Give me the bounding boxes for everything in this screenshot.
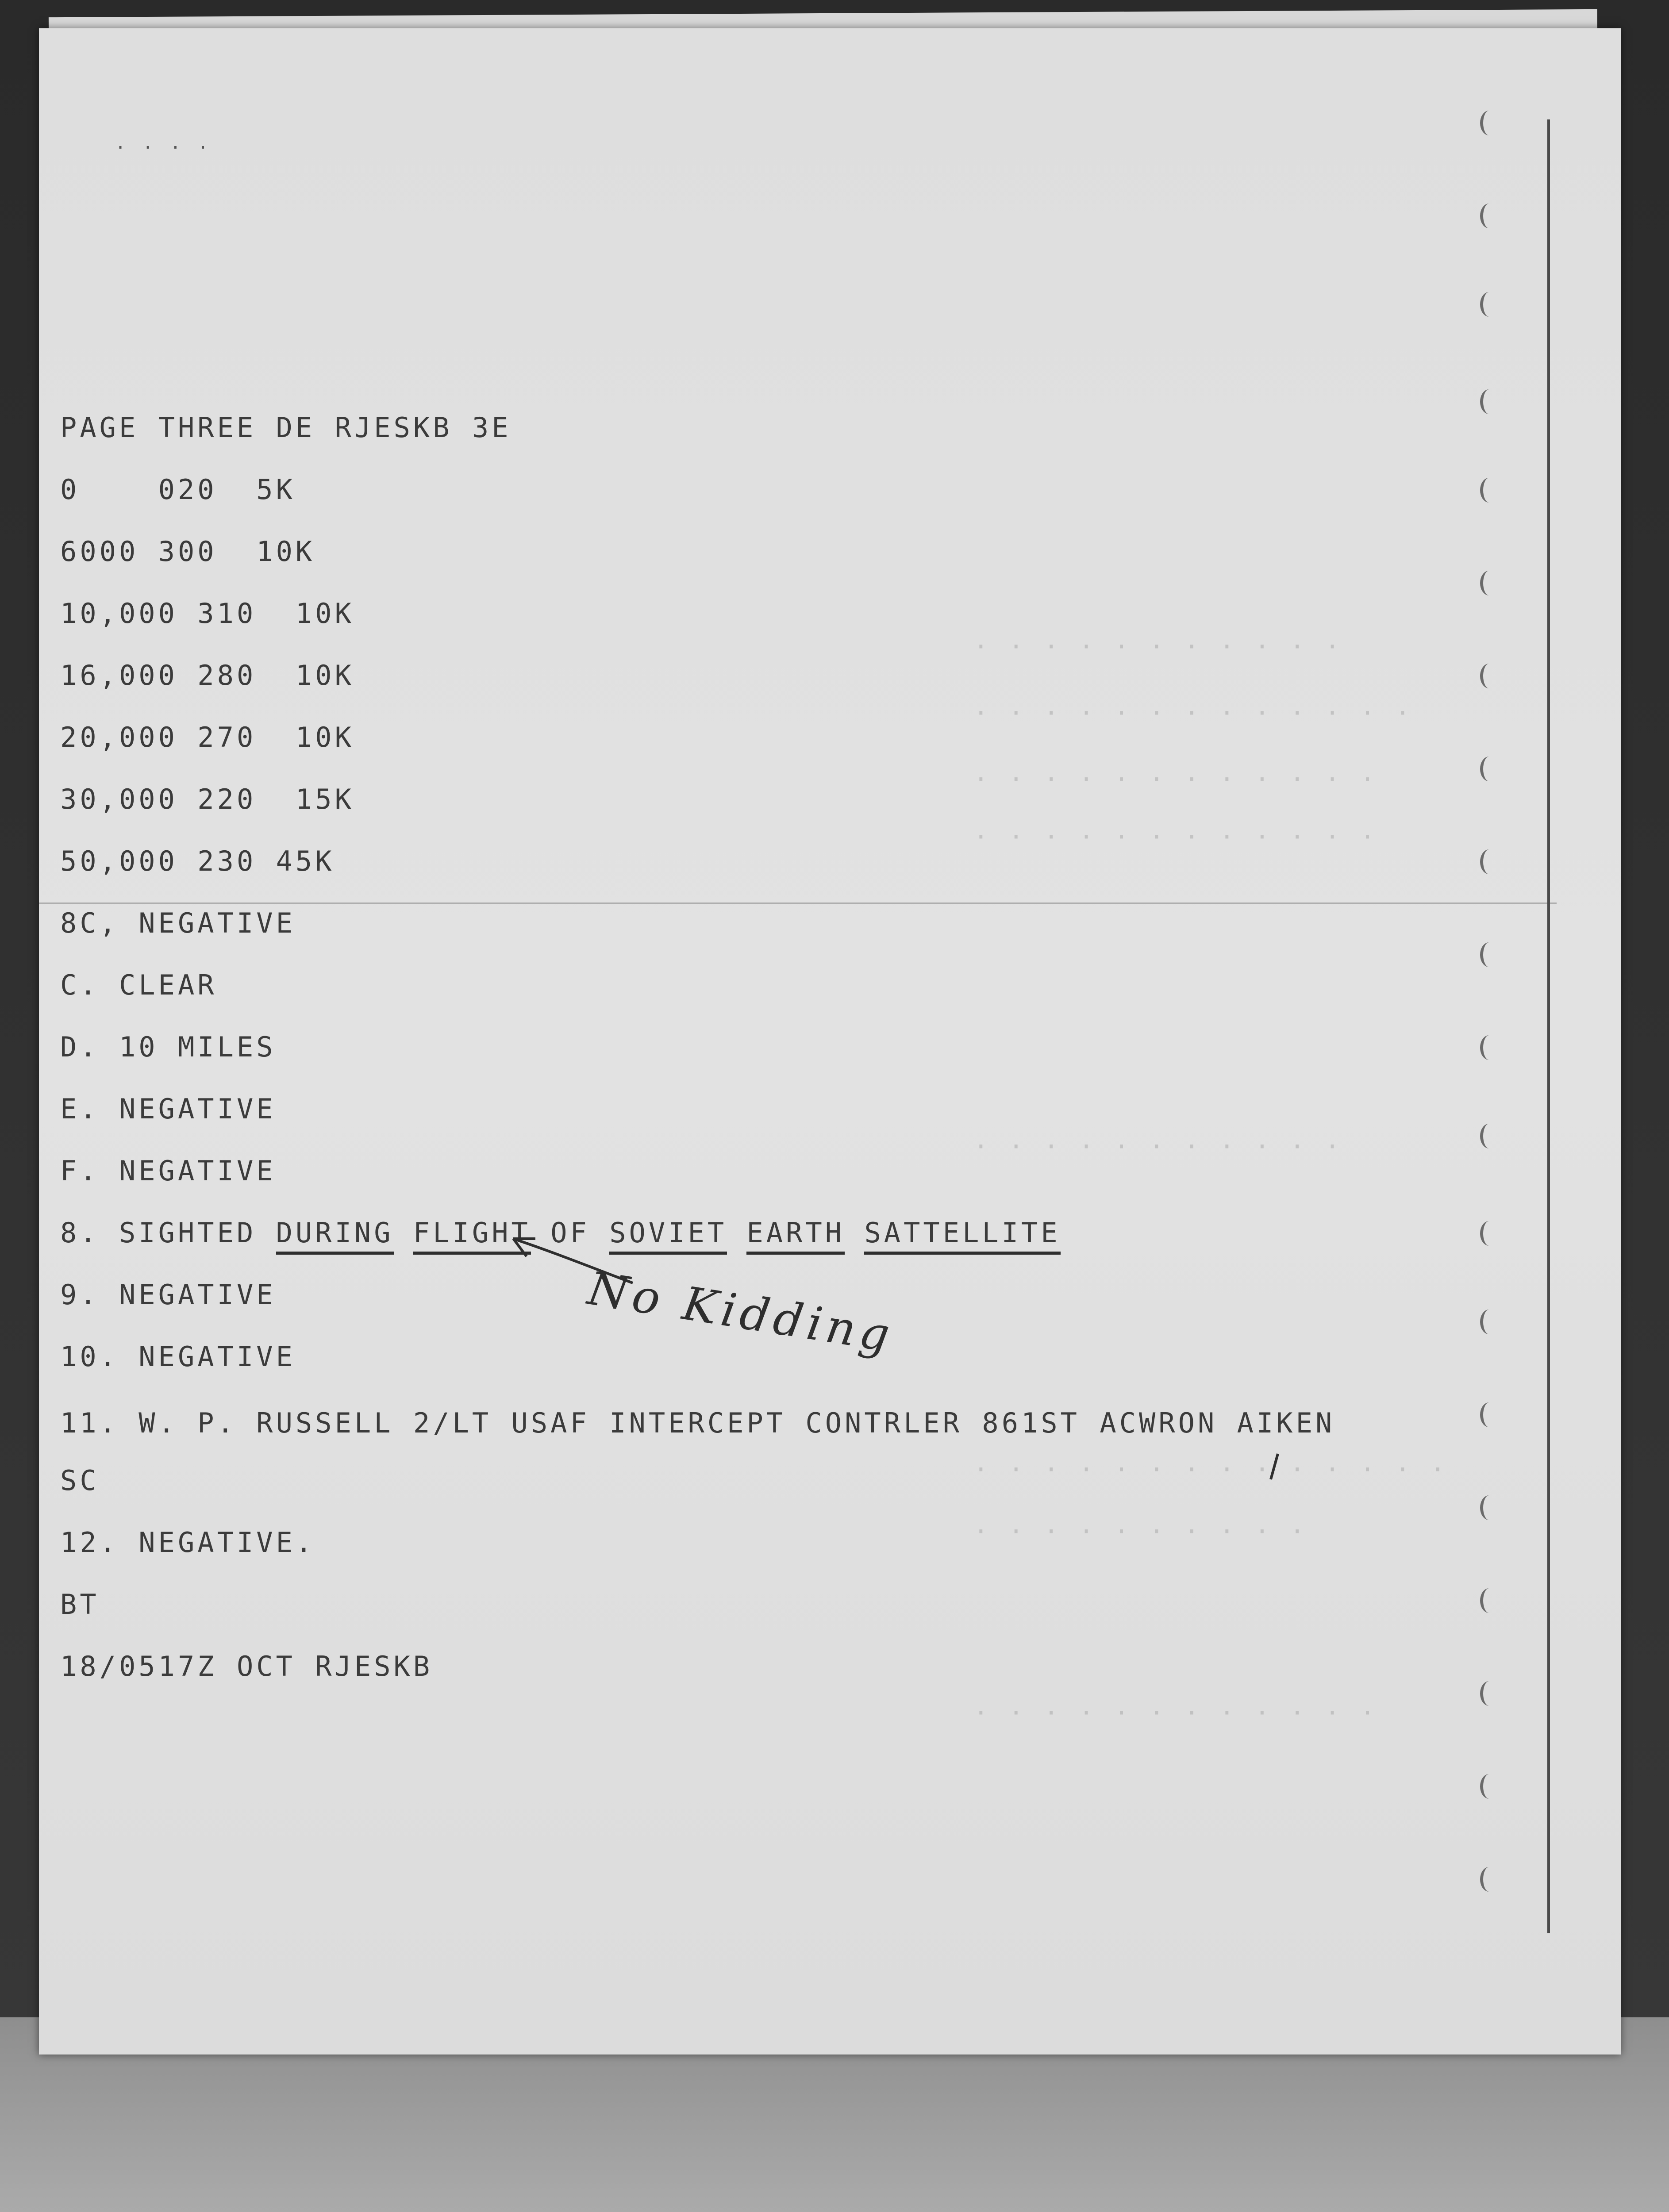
bleed-through: · · · · · · · · · · · — [973, 1133, 1343, 1161]
item-8-prefix: 8. SIGHTED — [60, 1217, 276, 1249]
wind-row: 30,000 220 15K — [60, 783, 354, 815]
item-line: 12. NEGATIVE. — [60, 1526, 315, 1559]
top-marks: . . . . — [115, 133, 212, 153]
underlined-flight: FLIGHT — [413, 1217, 531, 1255]
sprocket-mark — [1480, 1867, 1498, 1892]
sprocket-mark — [1480, 1221, 1498, 1246]
item-line: E. NEGATIVE — [60, 1093, 276, 1125]
sprocket-mark — [1480, 1681, 1498, 1706]
sprocket-mark — [1480, 849, 1498, 874]
sprocket-mark — [1480, 664, 1498, 688]
item-line: C. CLEAR — [60, 969, 217, 1001]
sprocket-mark — [1480, 571, 1498, 595]
sprocket-mark — [1480, 478, 1498, 503]
bleed-through: · · · · · · · · · · · · · — [973, 699, 1413, 728]
sprocket-mark — [1480, 1495, 1498, 1520]
underlined-during: DURING — [276, 1217, 394, 1255]
document-page — [39, 28, 1621, 2055]
sprocket-mark — [1480, 1035, 1498, 1060]
item-line: BT — [60, 1588, 100, 1621]
wind-row: 16,000 280 10K — [60, 659, 354, 691]
wind-row: 0 020 5K — [60, 473, 296, 506]
word-of: OF — [531, 1217, 610, 1249]
sprocket-mark — [1480, 389, 1498, 414]
item-line: 11. W. P. RUSSELL 2/LT USAF INTERCEPT CONTRLER 861ST ACWRON AIKEN — [60, 1407, 1335, 1439]
item-line: 10. NEGATIVE — [60, 1340, 296, 1373]
sprocket-mark — [1480, 204, 1498, 228]
fold-line — [39, 902, 1557, 904]
item-line: 8C, NEGATIVE — [60, 907, 296, 939]
wind-row: 20,000 270 10K — [60, 721, 354, 753]
bleed-through: · · · · · · · · · · · · — [973, 765, 1378, 794]
item-line: 9. NEGATIVE — [60, 1279, 276, 1311]
bleed-through: · · · · · · · · · · · · — [973, 823, 1378, 852]
handwritten-note: No Kidding — [584, 1261, 898, 1363]
pen-mark — [1265, 1451, 1283, 1482]
item-line: SC — [60, 1464, 100, 1497]
sprocket-mark — [1480, 1588, 1498, 1613]
sprocket-mark — [1480, 1774, 1498, 1799]
underlined-soviet: SOVIET — [609, 1217, 727, 1255]
page-header: PAGE THREE DE RJESKB 3E — [60, 411, 511, 444]
sprocket-mark — [1480, 1402, 1498, 1427]
wind-row: 10,000 310 10K — [60, 597, 354, 630]
dtg-line: 18/0517Z OCT RJESKB — [60, 1650, 433, 1682]
underlined-earth: EARTH — [746, 1217, 845, 1255]
sprocket-mark — [1480, 1124, 1498, 1148]
sprocket-mark — [1480, 942, 1498, 967]
wind-row: 50,000 230 45K — [60, 845, 335, 877]
sprocket-mark — [1480, 111, 1498, 135]
bleed-through: · · · · · · · · · · · · — [973, 1699, 1378, 1728]
underlined-sattellite: SATTELLITE — [864, 1217, 1060, 1255]
bleed-through: · · · · · · · · · · · — [973, 633, 1343, 661]
sprocket-mark — [1480, 292, 1498, 317]
bleed-through: · · · · · · · · · · — [973, 1517, 1308, 1546]
bleed-through: · · · · · · · · · · · · · · — [973, 1455, 1448, 1484]
sprocket-mark — [1480, 1310, 1498, 1334]
item-line: D. 10 MILES — [60, 1031, 276, 1063]
item-line: F. NEGATIVE — [60, 1155, 276, 1187]
wind-row: 6000 300 10K — [60, 535, 315, 568]
margin-rule — [1547, 119, 1550, 1933]
sprocket-mark — [1480, 757, 1498, 781]
